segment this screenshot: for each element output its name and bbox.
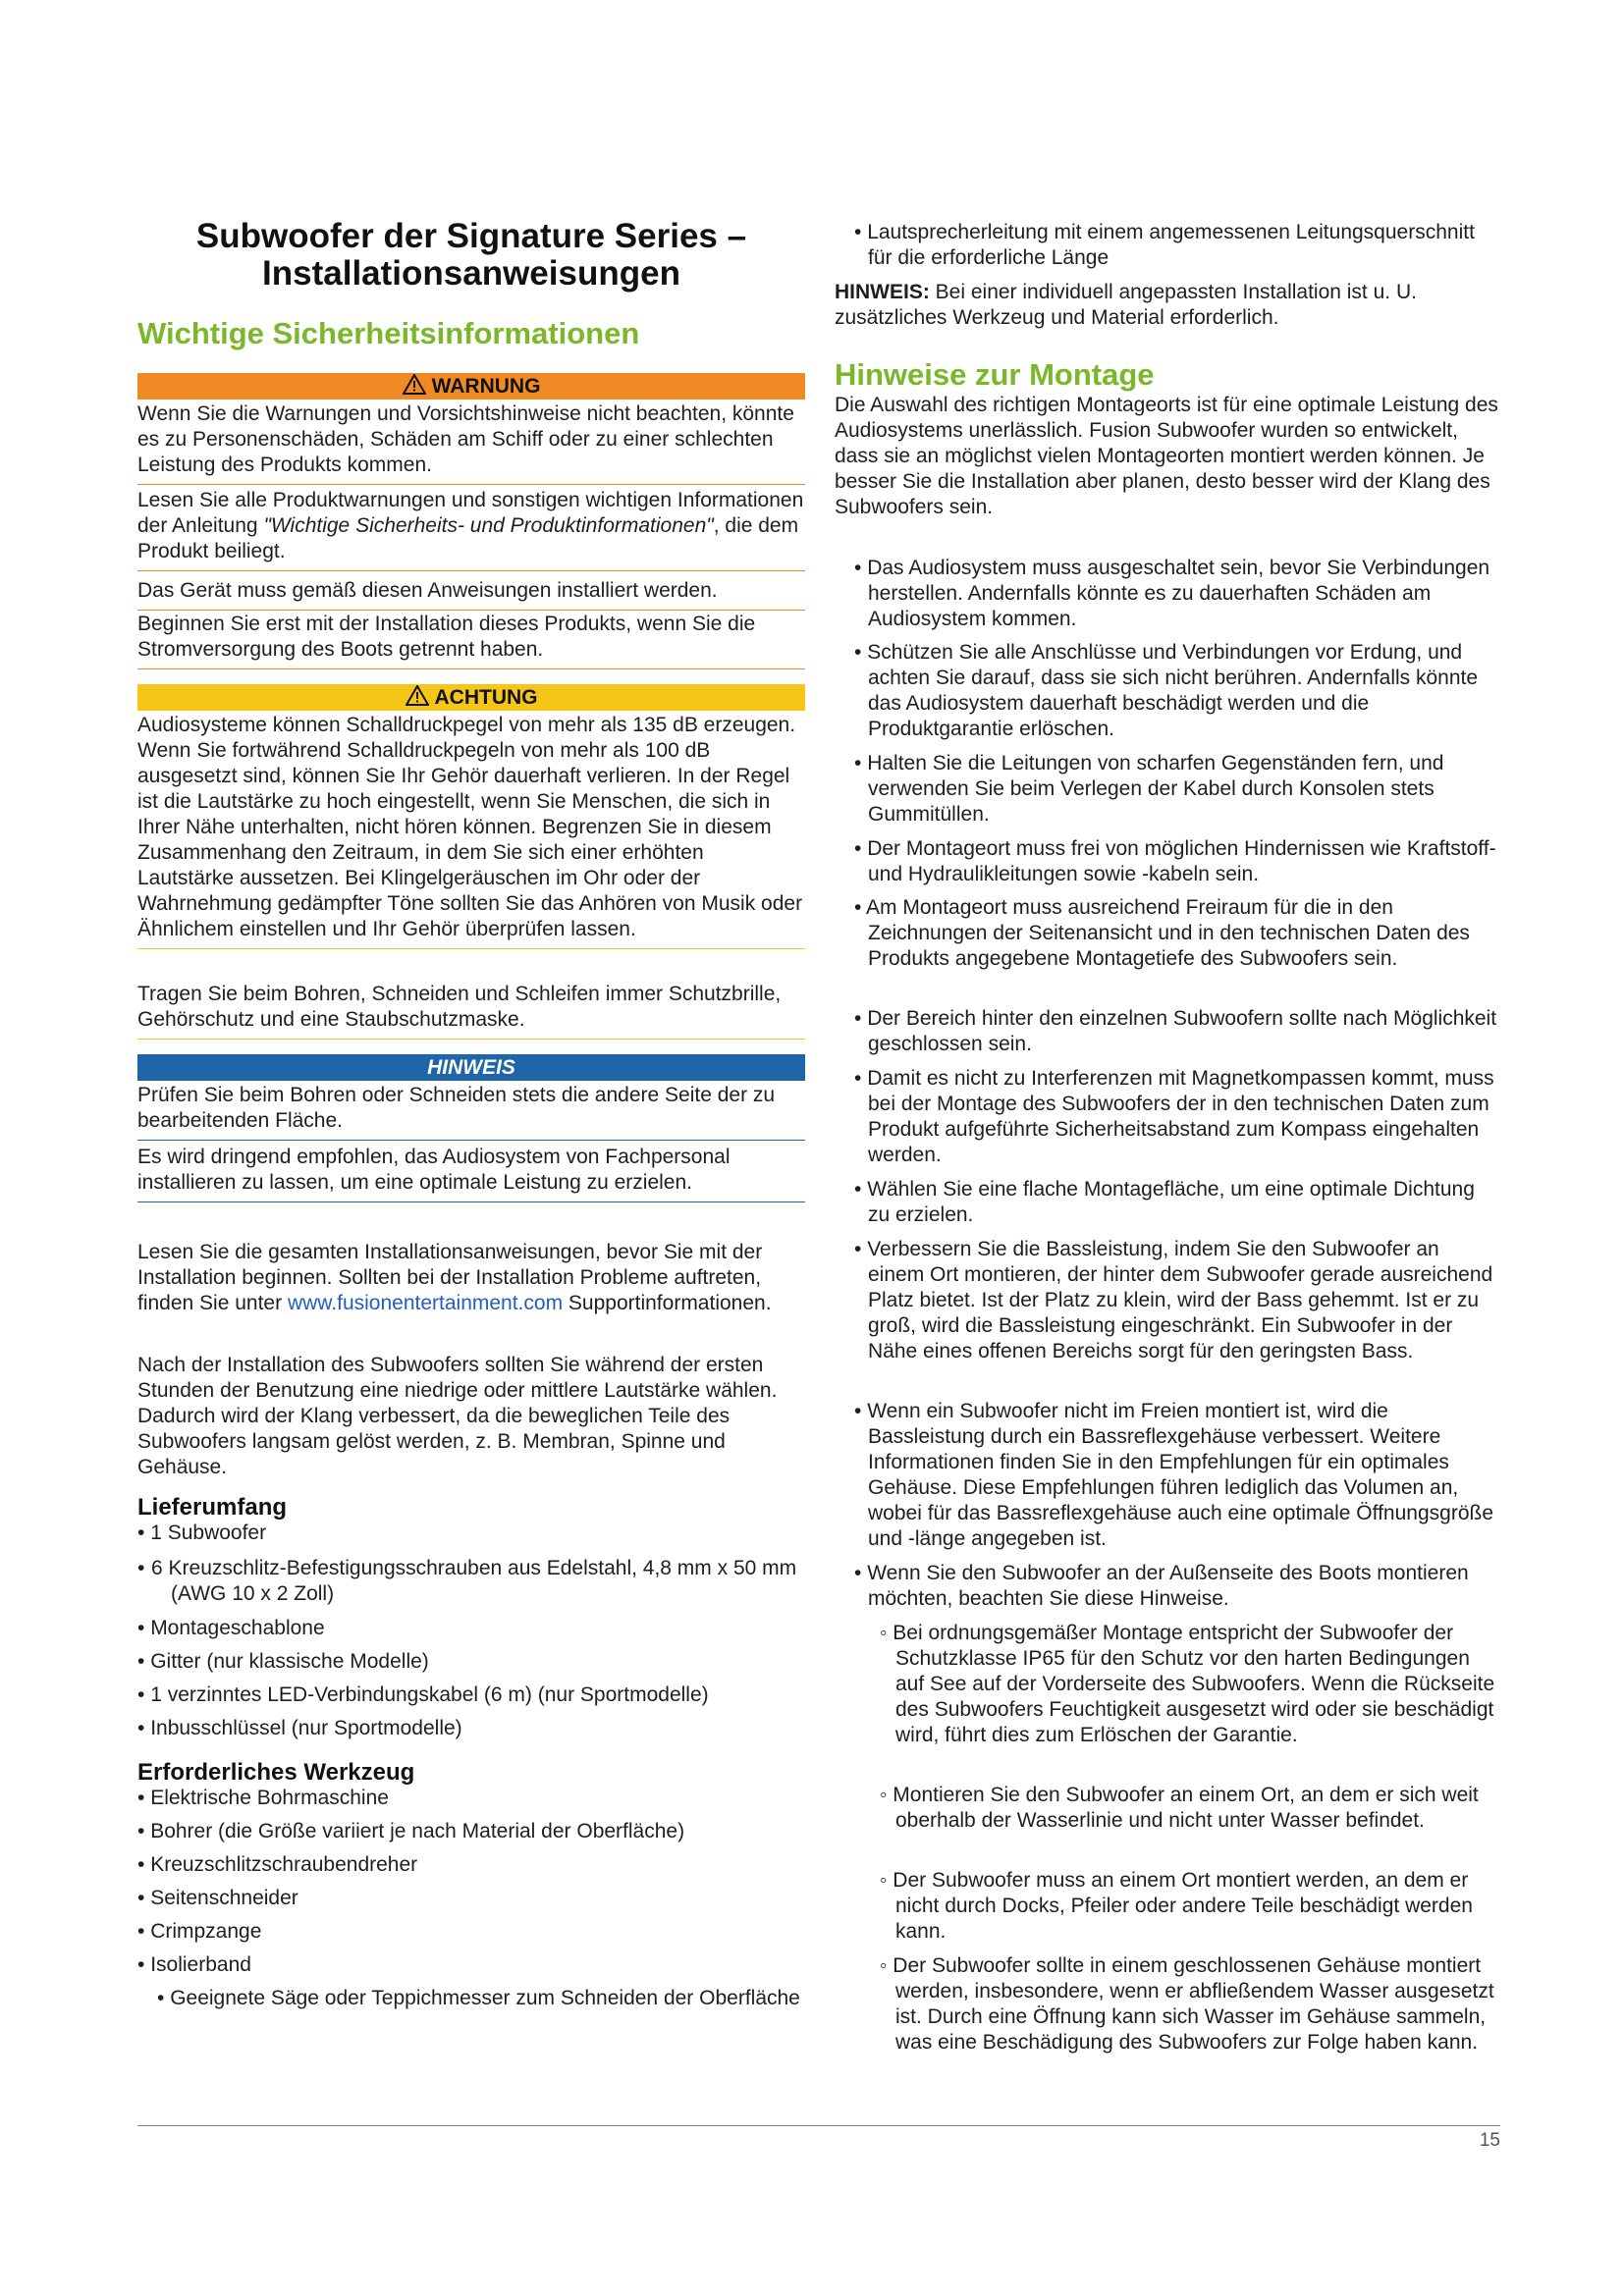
list-item-text: Halten Sie die Leitungen von scharfen Gegenständen fern, und verwenden Sie beim Verlegen der Kabel durch Konsolen stets Gummitüllen. (867, 752, 1444, 826)
list-item-text: Am Montageort muss ausreichend Freiraum für die in den Zeichnungen der Seitenansicht und in den technischen Daten des Produkts angegebene Montagetiefe des Subwoofers sein. (866, 896, 1470, 970)
list-item-text: Lautsprecherleitung mit einem angemessenen Leitungsquerschnitt für die erforderliche Länge (867, 221, 1475, 269)
support-link[interactable]: www.fusionentertainment.com (287, 1292, 564, 1314)
sub-list-item: ◦ Bei ordnungsgemäßer Montage entspricht der Subwoofer der Schutzklasse IP65 für den Schutz vor den harten Bedingungen auf See auf der Vorderseite des Subwoofers. Wenn die Rückseite des Subwoofers Feuchtigkeit ausgesetzt wird oder sie beschädigt wird, führt dies zum Erlöschen der Garantie. (880, 1622, 1495, 1746)
list-item-text: Inbusschlüssel (nur Sportmodelle) (150, 1717, 462, 1739)
list-item: • 1 verzinntes LED-Verbindungskabel (6 m) (nur Sportmodelle) (137, 1683, 709, 1706)
list-item-text: Isolierband (150, 1953, 251, 1976)
notice-item: Es wird dringend empfohlen, das Audiosystem von Fachpersonal installieren zu lassen, um eine optimale Leistung zu erzielen. (137, 1145, 805, 1202)
list-item-text: Gitter (nur klassische Modelle) (150, 1650, 429, 1673)
list-item-text: Der Bereich hinter den einzelnen Subwoofern sollte nach Möglichkeit geschlossen sein. (867, 1007, 1497, 1055)
safety-heading: Wichtige Sicherheitsinformationen (137, 316, 640, 350)
page-title (137, 218, 805, 293)
break-in-paragraph: Nach der Installation des Subwoofers sollten Sie während der ersten Stunden der Benutzung eine niedrige oder mittlere Lautstärke wählen. Dadurch wird der Klang verbessert, da die beweglichen Teile des Subwoofers langsam gelöst werden, z. B. Membran, Spinne und Gehäuse. (137, 1354, 778, 1478)
tools-heading: Erforderliches Werkzeug (137, 1759, 415, 1786)
list-item: • Crimpzange (137, 1920, 262, 1943)
list-item (137, 1556, 805, 1607)
list-item: • Damit es nicht zu Interferenzen mit Magnetkompassen kommt, muss bei der Montage des Subwoofers der in den technischen Daten zum Produkt aufgeführte Sicherheitsabstand zum Kompass eingehalten werden. (854, 1067, 1494, 1166)
list-item-text: Schützen Sie alle Anschlüsse und Verbindungen vor Erdung, und achten Sie darauf, dass sie sich nicht berühren. Andernfalls könnte das Audiosystem dauerhaft beschädigt werden und die Produktgarantie erlöschen. (867, 641, 1479, 740)
sub-list-item: ◦ Der Subwoofer sollte in einem geschlossenen Gehäuse montiert werden, insbesondere, wenn er abfließendem Wasser ausgesetzt ist. Durch eine Öffnung kann sich Wasser im Gehäuse sammeln, was eine Beschädigung des Subwoofers zur Folge haben kann. (880, 1954, 1494, 2054)
list-item-text: Montageschablone (150, 1617, 325, 1639)
caution-item: Tragen Sie beim Bohren, Schneiden und Schleifen immer Schutzbrille, Gehörschutz und eine Staubschutzmaske. (137, 982, 805, 1040)
warning-item: Wenn Sie die Warnungen und Vorsichtshinweise nicht beachten, könnte es zu Personenschäden, Schäden am Schiff oder zu einer schlechten Leistung des Produkts kommen. (137, 401, 805, 485)
list-item-text: Geeignete Säge oder Teppichmesser zum Schneiden der Oberfläche (170, 1987, 800, 2009)
package-heading: Lieferumfang (137, 1494, 288, 1521)
list-item-text: Elektrische Bohrmaschine (150, 1787, 389, 1809)
list-item: • Geeignete Säge oder Teppichmesser zum Schneiden der Oberfläche (157, 1987, 800, 2009)
warning-item: Das Gerät muss gemäß diesen Anweisungen installiert werden. (137, 578, 805, 611)
sub-list-item-text: Bei ordnungsgemäßer Montage entspricht der Subwoofer der Schutzklasse IP65 für den Schutz vor den harten Bedingungen auf See auf der Vorderseite des Subwoofers. Wenn die Rückseite des Subwoofers Feuchtigkeit ausgesetzt wird oder sie beschädigt wird, führt dies zum Erlöschen der Garantie. (893, 1622, 1495, 1746)
list-item-text: 1 Subwoofer (150, 1522, 267, 1544)
list-item-text: 6 Kreuzschlitz-Befestigungsschrauben aus Edelstahl, 4,8 mm x 50 mm (AWG 10 x 2 Zoll) (151, 1557, 797, 1605)
list-item: • 1 Subwoofer (137, 1522, 267, 1544)
list-item-text: Crimpzange (150, 1920, 262, 1943)
title-line-1: Subwoofer der Signature Series – (195, 217, 747, 255)
list-item-text: Damit es nicht zu Interferenzen mit Magnetkompassen kommt, muss bei der Montage des Subwoofers der in den technischen Daten zum Produkt aufgeführte Sicherheitsabstand zum Kompass eingehalten werden. (867, 1067, 1494, 1166)
footer-divider (137, 2125, 1500, 2126)
list-item: • Seitenschneider (137, 1887, 298, 1909)
sub-list-item-text: Der Subwoofer muss an einem Ort montiert werden, an dem er nicht durch Docks, Pfeiler oder andere Teile beschädigt werden kann. (893, 1869, 1473, 1943)
caution-triangle-icon (406, 685, 429, 706)
safety-doc-title: "Wichtige Sicherheits- und Produktinformationen" (263, 514, 714, 537)
mounting-heading: Hinweise zur Montage (835, 357, 1155, 392)
warning-item: Beginnen Sie erst mit der Installation dieses Produkts, wenn Sie die Stromversorgung des Boots getrennt haben. (137, 612, 805, 669)
warning-read-text: Lesen Sie alle Produktwarnungen und sonstigen wichtigen Informationen der Anleitung (137, 489, 804, 537)
list-item: • Inbusschlüssel (nur Sportmodelle) (137, 1717, 462, 1739)
caution-item: Audiosysteme können Schalldruckpegel von mehr als 135 dB erzeugen. Wenn Sie fortwährend Schalldruckpegeln von mehr als 100 dB ausgesetzt sind, können Sie Ihr Gehör dauerhaft verlieren. In der Regel ist die Lautstärke zu hoch eingestellt, wenn Sie Menschen, die sich in Ihrer Nähe unterhalten, nicht hören können. Begrenzen Sie in diesem Zusammenhang den Zeitraum, in dem Sie sich einer erhöhten Lautstärke aussetzen. Bei Klingelgeräuschen im Ohr oder der Wahrnehmung gedämpfter Töne sollten Sie das Anhören von Musik oder Ähnlichem einstellen und Ihr Gehör überprüfen lassen. (137, 713, 805, 949)
list-item: • Der Bereich hinter den einzelnen Subwoofern sollte nach Möglichkeit geschlossen sein. (854, 1007, 1497, 1055)
caution-banner (137, 684, 805, 711)
sub-list-item: ◦ Montieren Sie den Subwoofer an einem Ort, an dem er sich weit oberhalb der Wasserlinie und nicht unter Wasser befindet. (880, 1784, 1479, 1832)
warning-read-notice (137, 488, 805, 571)
list-item: • Wählen Sie eine flache Montagefläche, um eine optimale Dichtung zu erzielen. (854, 1178, 1475, 1226)
sub-list-item: ◦ Der Subwoofer muss an einem Ort montiert werden, an dem er nicht durch Docks, Pfeiler oder andere Teile beschädigt werden kann. (880, 1869, 1473, 1943)
list-item: • Verbessern Sie die Bassleistung, indem Sie den Subwoofer an einem Ort montieren, der hinter dem Subwoofer gerade ausreichend Platz bietet. Ist der Platz zu klein, wird der Bass gehemmt. Ist er zu groß, wird die Bassleistung eingeschränkt. Ein Subwoofer in der Nähe eines offenen Bereichs sorgt für den geringsten Bass. (854, 1238, 1493, 1362)
list-item-text: Bohrer (die Größe variiert je nach Material der Oberfläche) (150, 1820, 685, 1842)
notice-item: Prüfen Sie beim Bohren oder Schneiden stets die andere Seite der zu bearbeitenden Fläche. (137, 1083, 805, 1141)
note-label: HINWEIS: (835, 281, 930, 303)
list-item: • Isolierband (137, 1953, 251, 1976)
list-item: • Wenn ein Subwoofer nicht im Freien montiert ist, wird die Bassleistung durch ein Bassreflexgehäuse verbessert. Weitere Informationen finden Sie in den Empfehlungen für ein optimales Gehäuse. Diese Empfehlungen führen lediglich das Volumen an, wobei für das Bassreflexgehäuse auch eine optimale Öffnungsgröße und -länge angegeben ist. (854, 1400, 1494, 1550)
sub-list-item-text: Montieren Sie den Subwoofer an einem Ort, an dem er sich weit oberhalb der Wasserlinie und nicht unter Wasser befindet. (893, 1784, 1479, 1832)
caution-label: ACHTUNG (434, 686, 538, 709)
list-item-text: Verbessern Sie die Bassleistung, indem Sie den Subwoofer an einem Ort montieren, der hinter dem Subwoofer gerade ausreichend Platz bietet. Ist der Platz zu klein, wird der Bass gehemmt. Ist er zu groß, wird die Bassleistung eingeschränkt. Ein Subwoofer in der Nähe eines offenen Bereichs sorgt für den geringsten Bass. (867, 1238, 1493, 1362)
list-item: • Lautsprecherleitung mit einem angemessenen Leitungsquerschnitt für die erforderliche Länge (854, 221, 1475, 269)
sub-list-item-text: Der Subwoofer sollte in einem geschlossenen Gehäuse montiert werden, insbesondere, wenn er abfließendem Wasser ausgesetzt ist. Durch eine Öffnung kann sich Wasser im Gehäuse sammeln, was eine Beschädigung des Subwoofers zur Folge haben kann. (893, 1954, 1494, 2054)
list-item: • Schützen Sie alle Anschlüsse und Verbindungen vor Erdung, und achten Sie darauf, dass sie sich nicht berühren. Andernfalls könnte das Audiosystem dauerhaft beschädigt werden und die Produktgarantie erlöschen. (854, 641, 1479, 740)
list-item: • Am Montageort muss ausreichend Freiraum für die in den Zeichnungen der Seitenansicht und in den technischen Daten des Produkts angegebene Montagetiefe des Subwoofers sein. (854, 896, 1470, 970)
page-number: 15 (1479, 2130, 1500, 2151)
list-item: • Bohrer (die Größe variiert je nach Material der Oberfläche) (137, 1820, 685, 1842)
warning-label: WARNUNG (431, 375, 541, 398)
list-item: • Montageschablone (137, 1617, 325, 1639)
intro-text: Lesen Sie die gesamten Installationsanweisungen, bevor Sie mit der Installation beginnen. Sollten bei der Installation Probleme auftreten, finden Sie unter (137, 1241, 763, 1314)
note-text: Bei einer individuell angepassten Installation ist u. U. zusätzliches Werkzeug und Material erforderlich. (835, 281, 1417, 329)
title-line-2: Installationsanweisungen (262, 254, 680, 293)
list-item: • Wenn Sie den Subwoofer an der Außenseite des Boots montieren möchten, beachten Sie diese Hinweise. (854, 1562, 1469, 1610)
list-item-text: Das Audiosystem muss ausgeschaltet sein, bevor Sie Verbindungen herstellen. Andernfalls könnte es zu dauerhaften Schäden am Audiosystem kommen. (867, 557, 1490, 630)
list-item: • Das Audiosystem muss ausgeschaltet sein, bevor Sie Verbindungen herstellen. Andernfalls könnte es zu dauerhaften Schäden am Audiosystem kommen. (854, 557, 1490, 630)
warning-read-text-end: , die dem Produkt beiliegt. (137, 514, 799, 562)
list-item-text: Seitenschneider (150, 1887, 298, 1909)
intro-text-end: Supportinformationen. (563, 1292, 772, 1314)
list-item: • Gitter (nur klassische Modelle) (137, 1650, 429, 1673)
list-item-text: 1 verzinntes LED-Verbindungskabel (6 m) (nur Sportmodelle) (150, 1683, 709, 1706)
tools-note (835, 280, 1500, 331)
list-item-text: Wenn ein Subwoofer nicht im Freien montiert ist, wird die Bassleistung durch ein Bassreflexgehäuse verbessert. Weitere Informationen finden Sie in den Empfehlungen für ein optimales Gehäuse. Diese Empfehlungen führen lediglich das Volumen an, wobei für das Bassreflexgehäuse auch eine optimale Öffnungsgröße und -länge angegeben ist. (867, 1400, 1494, 1550)
intro-paragraph (137, 1240, 805, 1316)
list-item-text: Wenn Sie den Subwoofer an der Außenseite des Boots montieren möchten, beachten Sie diese Hinweise. (867, 1562, 1469, 1610)
list-item: • Elektrische Bohrmaschine (137, 1787, 389, 1809)
list-item: • Halten Sie die Leitungen von scharfen Gegenständen fern, und verwenden Sie beim Verlegen der Kabel durch Konsolen stets Gummitüllen. (854, 752, 1444, 826)
list-item-text: Kreuzschlitzschraubendreher (150, 1853, 418, 1876)
list-item-text: Wählen Sie eine flache Montagefläche, um eine optimale Dichtung zu erzielen. (867, 1178, 1475, 1226)
list-item: • Der Montageort muss frei von möglichen Hindernissen wie Kraftstoff- und Hydraulikleitungen sowie -kabeln sein. (854, 837, 1496, 885)
warning-banner (137, 373, 805, 400)
list-item: • Kreuzschlitzschraubendreher (137, 1853, 418, 1876)
notice-banner: HINWEIS (137, 1054, 805, 1081)
bullet: • (137, 1557, 145, 1579)
mounting-intro: Die Auswahl des richtigen Montageorts ist für eine optimale Leistung des Audiosystems unerlässlich. Fusion Subwoofer wurden so entwickelt, dass sie an möglichst vielen Montageorten montiert werden können. Je besser Sie die Installation aber planen, desto besser wird der Klang des Subwoofers sein. (835, 394, 1498, 518)
list-item-text: Der Montageort muss frei von möglichen Hindernissen wie Kraftstoff- und Hydraulikleitungen sowie -kabeln sein. (867, 837, 1496, 885)
warning-triangle-icon (403, 374, 426, 395)
